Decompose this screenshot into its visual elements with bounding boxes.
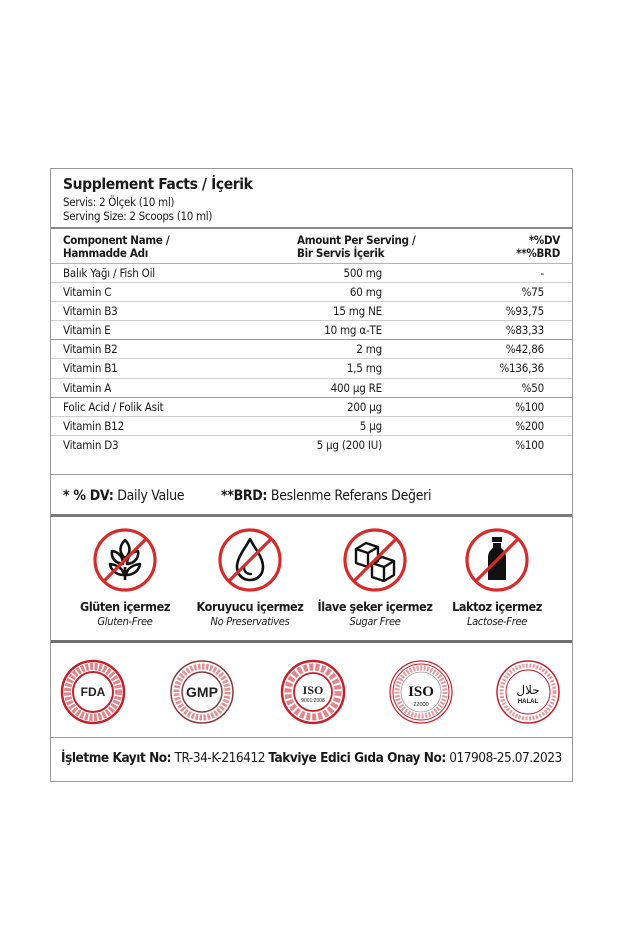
iso-22000-badge-icon [388, 659, 454, 725]
table-row [51, 283, 572, 302]
row-amount: 200 µg [347, 399, 382, 414]
free-from-section [51, 517, 572, 643]
row-amount: 400 µg RE [330, 380, 382, 395]
row-amount: 2 mg [356, 342, 382, 357]
free-tr-label: Koruyucu içermez [196, 599, 304, 614]
svg-text:GMP: GMP [186, 684, 218, 700]
table-row [51, 417, 572, 436]
certifications-section [51, 643, 572, 738]
free-tr-label: Laktoz içermez [452, 599, 542, 614]
row-amount: 60 mg [349, 285, 382, 300]
legend-dv [63, 488, 184, 504]
row-dv: %100 [515, 437, 544, 452]
table-row [51, 436, 572, 455]
free-from-sugar [315, 527, 435, 628]
serving-tr: Servis: 2 Ölçek (10 ml) [63, 195, 175, 209]
col-amount [297, 234, 416, 260]
registration-line [61, 750, 562, 766]
row-name: Vitamin B1 [63, 361, 118, 376]
svg-text:9001:2008: 9001:2008 [301, 698, 325, 704]
drop-icon [217, 527, 283, 593]
row-amount: 500 mg [343, 266, 382, 280]
legend-brd-value: Beslenme Referans Değeri [270, 488, 432, 504]
registration-footer [51, 738, 572, 781]
row-name: Vitamin C [63, 285, 112, 300]
row-dv: - [540, 266, 544, 280]
table-row [51, 302, 572, 321]
svg-text:ISO: ISO [408, 684, 434, 700]
table-row [51, 359, 572, 378]
row-name: Vitamin B3 [63, 304, 118, 319]
legend [51, 474, 572, 517]
col-component [63, 234, 169, 260]
legend-dv-value: Daily Value [117, 488, 185, 504]
facts-header [51, 169, 572, 229]
row-name: Vitamin A [63, 380, 112, 395]
col-brd-label: **%BRD [516, 246, 560, 260]
free-tr-label: Glüten içermez [80, 599, 170, 614]
table-row [51, 264, 572, 283]
col-amount-tr: Bir Servis İçerik [297, 246, 385, 260]
supplement-facts-panel [50, 168, 573, 782]
approval-label: Takviye Edici Gıda Onay No: [268, 750, 446, 766]
row-dv: %50 [521, 380, 544, 395]
row-name: Vitamin B12 [63, 418, 124, 433]
row-dv: %200 [515, 418, 544, 433]
wheat-icon [92, 527, 158, 593]
sugar-cube-icon [342, 527, 408, 593]
row-dv: %100 [515, 399, 544, 414]
row-name: Balık Yağı / Fish Oil [63, 266, 155, 280]
free-from-preservatives [190, 527, 310, 628]
table-row [51, 379, 572, 398]
row-dv: %136,36 [499, 361, 544, 376]
approval-value: 017908-25.07.2023 [449, 750, 562, 766]
svg-text:ISO: ISO [302, 683, 324, 697]
row-amount: 5 µg (200 IU) [316, 437, 382, 452]
row-name: Folic Acid / Folik Asit [63, 399, 164, 414]
table-row [51, 398, 572, 417]
row-amount: 5 µg [359, 418, 382, 433]
row-name: Vitamin E [63, 323, 111, 338]
gmp-badge-icon [169, 659, 235, 725]
free-from-lactose [437, 527, 557, 628]
free-tr-label: İlave şeker içermez [317, 599, 433, 614]
legend-brd-key: **BRD: [221, 488, 268, 504]
free-en-label: No Preservatives [210, 615, 290, 628]
page-title: Supplement Facts / İçerik [63, 175, 253, 193]
row-amount: 10 mg α-TE [324, 323, 382, 338]
table-row [51, 321, 572, 340]
column-headers [51, 229, 572, 264]
reg-value: TR-34-K-216412 [174, 750, 266, 766]
row-dv: %75 [521, 285, 544, 300]
svg-text:HALAL: HALAL [517, 699, 539, 705]
legend-dv-key: * % DV: [63, 488, 114, 504]
row-dv: %83,33 [505, 323, 544, 338]
free-en-label: Gluten-Free [97, 615, 153, 628]
col-component-en: Component Name / [63, 233, 170, 247]
legend-brd [221, 488, 431, 504]
row-name: Vitamin B2 [63, 342, 118, 357]
row-dv: %42,86 [505, 342, 544, 357]
row-dv: %93,75 [505, 304, 544, 319]
serving-en: Serving Size: 2 Scoops (10 ml) [63, 209, 213, 223]
svg-text:حلال: حلال [516, 683, 540, 697]
fda-approved-badge-icon [60, 659, 126, 725]
reg-label: İşletme Kayıt No: [61, 750, 172, 766]
nutrient-table [51, 264, 572, 455]
svg-text:FDA: FDA [80, 685, 106, 699]
col-amount-en: Amount Per Serving / [297, 233, 416, 247]
row-amount: 1,5 mg [346, 361, 382, 376]
col-dv [516, 234, 560, 260]
svg-text:22000: 22000 [413, 702, 429, 708]
table-row [51, 340, 572, 359]
col-dv-label: *%DV [528, 233, 560, 247]
free-en-label: Sugar Free [349, 615, 401, 628]
halal-badge-icon [495, 659, 561, 725]
col-component-tr: Hammadde Adı [63, 246, 148, 260]
iso-9001-badge-icon [280, 659, 346, 725]
row-name: Vitamin D3 [63, 437, 119, 452]
free-en-label: Lactose-Free [466, 615, 528, 628]
row-amount: 15 mg NE [332, 304, 382, 319]
milk-bottle-icon [464, 527, 530, 593]
free-from-gluten [65, 527, 185, 628]
